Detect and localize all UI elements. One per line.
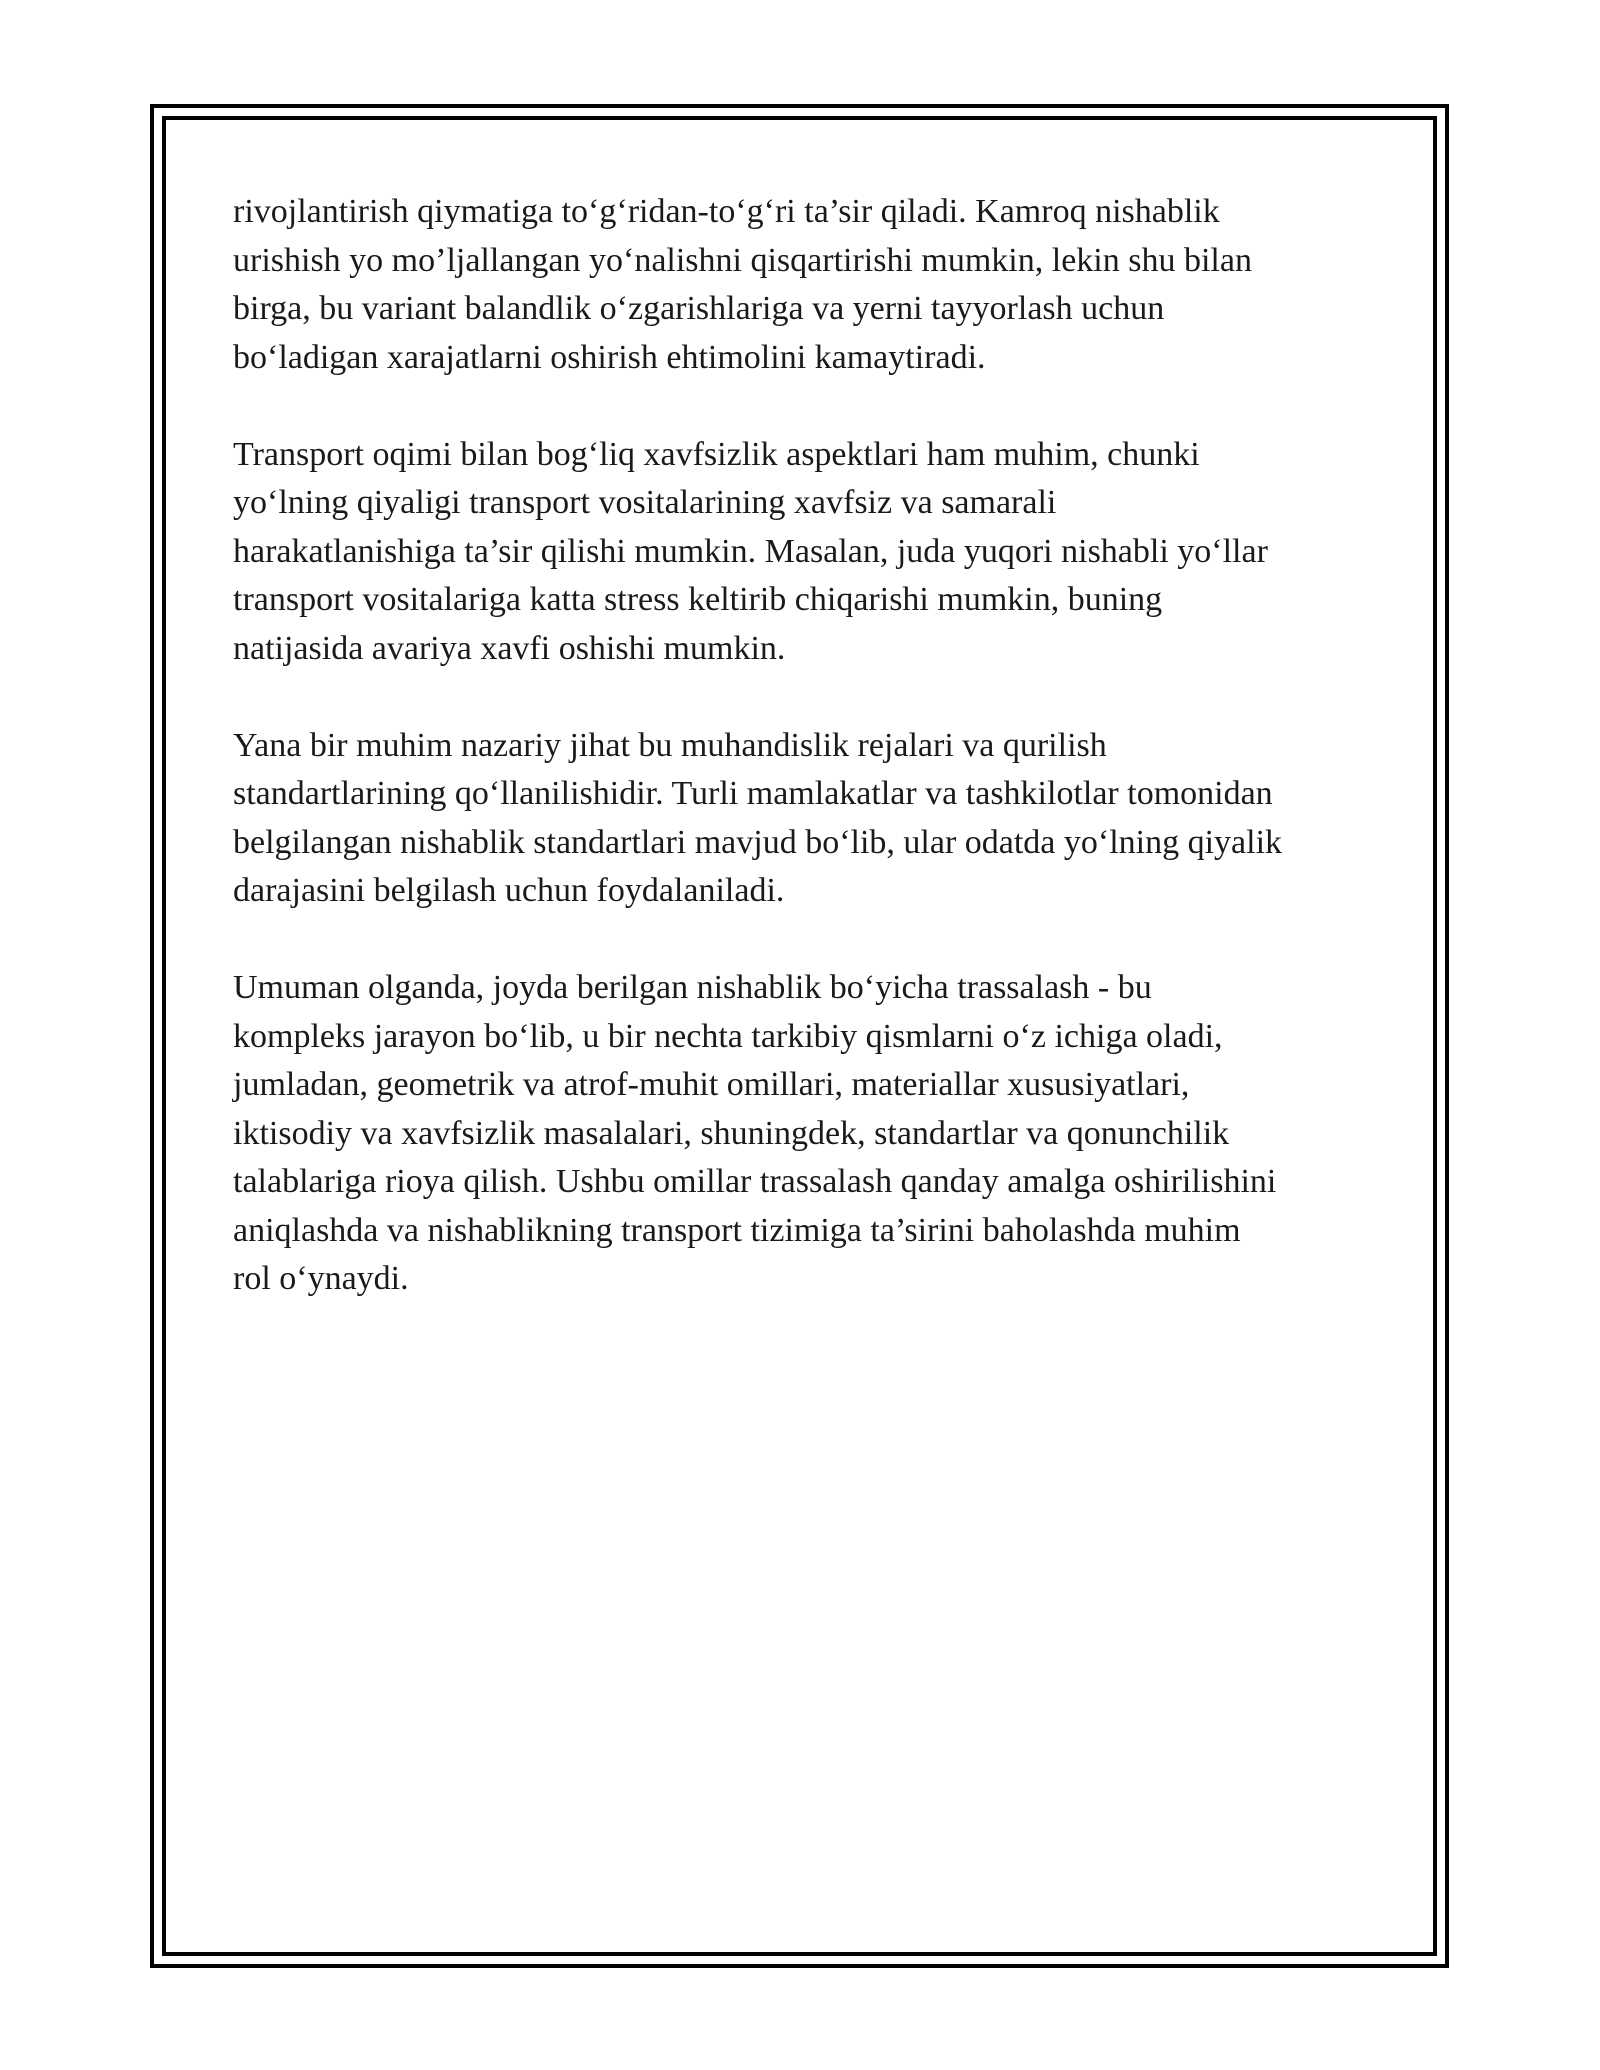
text-line: darajasini belgilash uchun foydalaniladi.	[233, 872, 785, 909]
paragraph-3	[233, 722, 1393, 916]
text-line: birga, bu variant balandlik o‘zgarishlariga va yerni tayyorlash uchun	[233, 290, 1165, 327]
text-line: Umuman olganda, joyda berilgan nishablik bo‘yicha trassalash - bu	[233, 969, 1152, 1006]
text-line: harakatlanishiga ta’sir qilishi mumkin. Masalan, juda yuqori nishabli yo‘llar	[233, 532, 1268, 570]
text-line: transport vositalariga katta stress keltirib chiqarishi mumkin, buning	[233, 581, 1163, 618]
text-line: kompleks jarayon bo‘lib, u bir nechta tarkibiy qismlarni o‘z ichiga oladi,	[233, 1017, 1223, 1055]
paragraph-4	[233, 964, 1393, 1304]
text-line: Yana bir muhim nazariy jihat bu muhandislik rejalari va qurilish	[233, 726, 1107, 764]
text-line: rivojlantirish qiymatiga to‘g‘ridan-to‘g‘ri ta’sir qiladi. Kamroq nishablik	[233, 193, 1220, 230]
text-line: standartlarining qo‘llanilishidir. Turli mamlakatlar va tashkilotlar tomonidan	[233, 775, 1273, 812]
text-line: rol o‘ynaydi.	[233, 1260, 409, 1297]
paragraph-1	[233, 188, 1393, 382]
text-line: bo‘ladigan xarajatlarni oshirish ehtimolini kamaytiradi.	[233, 338, 986, 376]
text-line: urishish yo mo’ljallangan yo‘nalishni qisqartirishi mumkin, lekin shu bilan	[233, 241, 1252, 279]
text-line: natijasida avariya xavfi oshishi mumkin.	[233, 629, 786, 667]
document-body	[233, 188, 1393, 1352]
text-line: aniqlashda va nishablikning transport tizimiga ta’sirini baholashda muhim	[233, 1211, 1241, 1249]
text-line: Transport oqimi bilan bog‘liq xavfsizlik aspektlari ham muhim, chunki	[233, 435, 1200, 473]
paragraph-2	[233, 431, 1393, 674]
text-line: jumladan, geometrik va atrof-muhit omillari, materiallar xususiyatlari,	[233, 1066, 1190, 1103]
text-line: belgilangan nishablik standartlari mavjud bo‘lib, ular odatda yo‘lning qiyalik	[233, 823, 1283, 861]
text-line: iktisodiy va xavfsizlik masalalari, shuningdek, standartlar va qonunchilik	[233, 1114, 1230, 1152]
text-line: talablariga rioya qilish. Ushbu omillar trassalash qanday amalga oshirilishini	[233, 1163, 1277, 1200]
text-line: yo‘lning qiyaligi transport vositalarining xavfsiz va samarali	[233, 484, 1057, 521]
